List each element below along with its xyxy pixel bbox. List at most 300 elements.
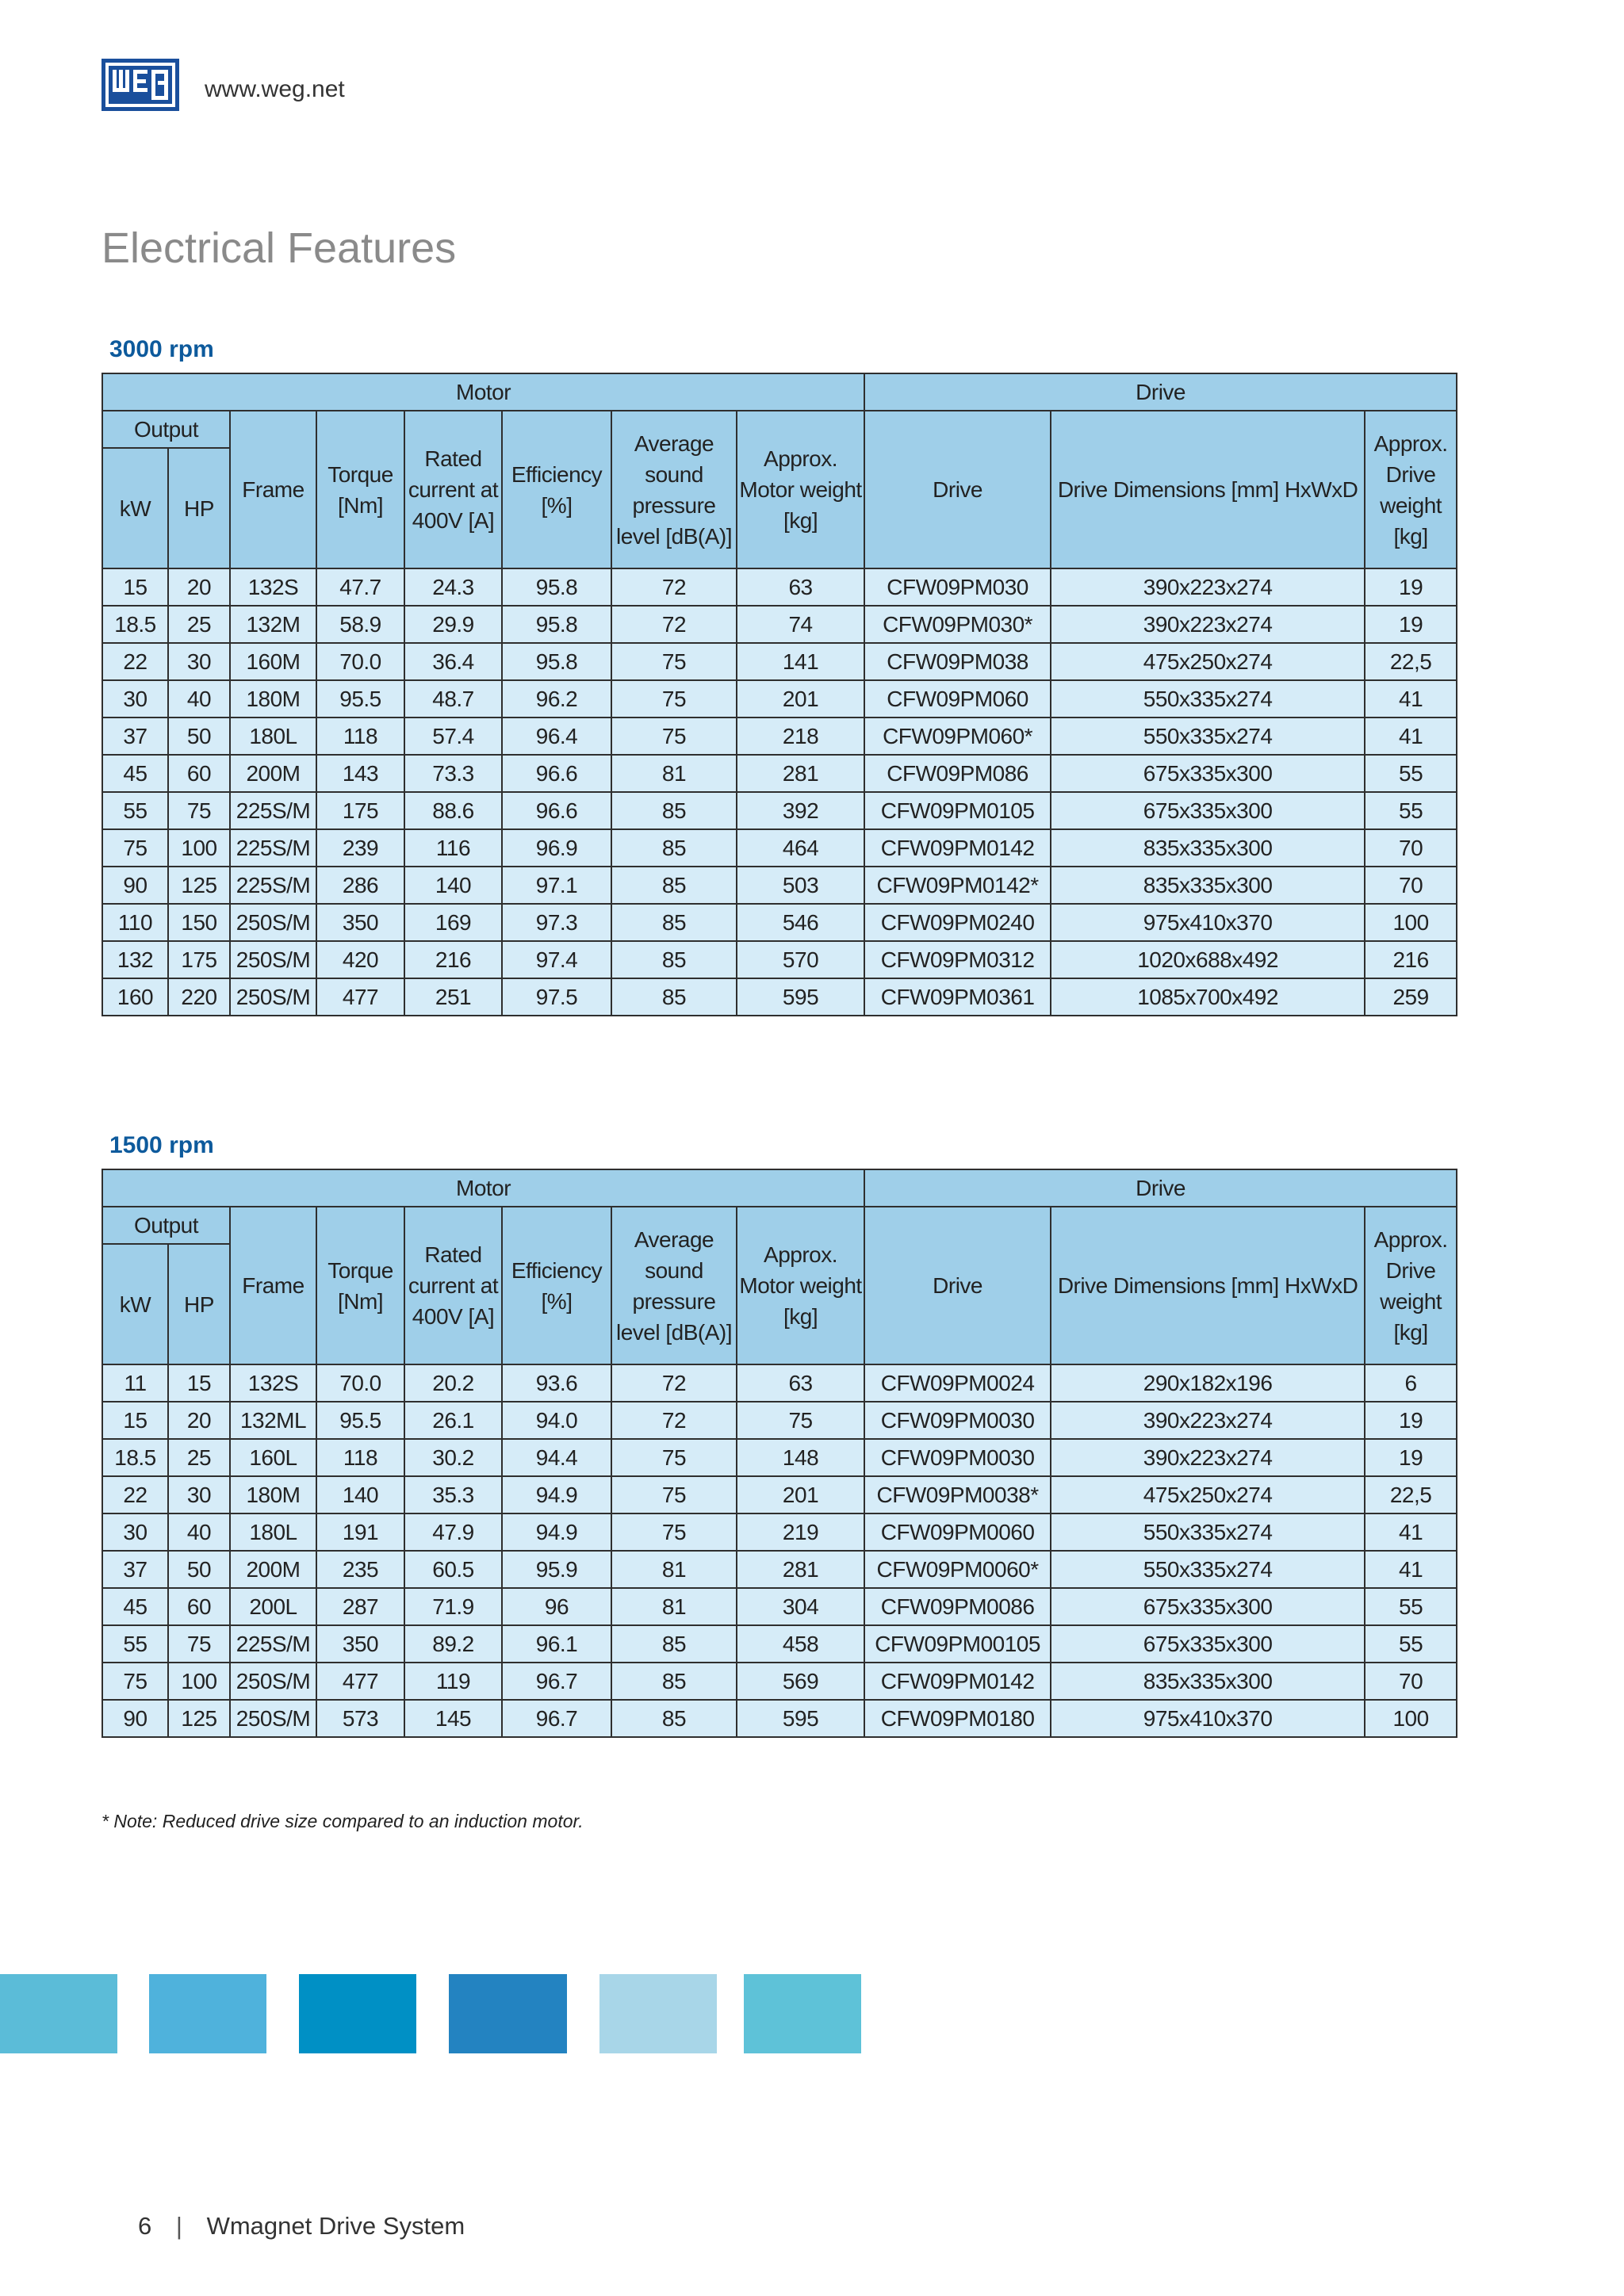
cell-motor-weight: 201 — [737, 680, 864, 718]
cell-torque: 95.5 — [316, 680, 404, 718]
cell-frame: 200M — [230, 1551, 316, 1588]
cell-torque: 70.0 — [316, 643, 404, 680]
cell-motor-weight: 304 — [737, 1588, 864, 1625]
table-row — [102, 643, 1457, 680]
cell-drive: CFW09PM030* — [864, 606, 1051, 643]
cell-sound-level: 85 — [611, 792, 737, 829]
cell-motor-weight: 75 — [737, 1402, 864, 1439]
cell-torque: 573 — [316, 1700, 404, 1737]
cell-kw: 132 — [102, 941, 168, 978]
cell-drive-weight: 100 — [1365, 904, 1457, 941]
cell-efficiency: 94.9 — [502, 1513, 611, 1551]
cell-drive: CFW09PM0180 — [864, 1700, 1051, 1737]
cell-drive-dimensions: 390x223x274 — [1051, 1402, 1365, 1439]
cell-drive-weight: 55 — [1365, 755, 1457, 792]
cell-frame: 132S — [230, 1364, 316, 1402]
table-row — [102, 1439, 1457, 1476]
header-efficiency: Efficiency [%] — [502, 1207, 611, 1364]
cell-drive: CFW09PM00105 — [864, 1625, 1051, 1663]
cell-frame: 250S/M — [230, 904, 316, 941]
table-body-1500rpm — [102, 1364, 1457, 1737]
table-row — [102, 904, 1457, 941]
cell-drive-dimensions: 550x335x274 — [1051, 1551, 1365, 1588]
header-hp: HP — [168, 1244, 230, 1364]
cell-motor-weight: 546 — [737, 904, 864, 941]
cell-kw: 15 — [102, 1402, 168, 1439]
cell-sound-level: 85 — [611, 1625, 737, 1663]
cell-drive-dimensions: 975x410x370 — [1051, 904, 1365, 941]
cell-rated-current: 73.3 — [404, 755, 502, 792]
cell-kw: 45 — [102, 755, 168, 792]
cell-drive: CFW09PM0142 — [864, 1663, 1051, 1700]
cell-hp: 15 — [168, 1364, 230, 1402]
cell-sound-level: 75 — [611, 643, 737, 680]
cell-kw: 55 — [102, 792, 168, 829]
cell-rated-current: 26.1 — [404, 1402, 502, 1439]
cell-kw: 22 — [102, 643, 168, 680]
cell-motor-weight: 569 — [737, 1663, 864, 1700]
header-kw: kW — [102, 1244, 168, 1364]
cell-drive-weight: 70 — [1365, 1663, 1457, 1700]
cell-torque: 95.5 — [316, 1402, 404, 1439]
color-swatch — [0, 1974, 117, 2053]
table-row — [102, 1476, 1457, 1513]
table-row — [102, 978, 1457, 1016]
cell-kw: 90 — [102, 867, 168, 904]
cell-drive-weight: 70 — [1365, 867, 1457, 904]
cell-rated-current: 119 — [404, 1663, 502, 1700]
cell-frame: 225S/M — [230, 867, 316, 904]
page-number: 6 — [138, 2212, 152, 2240]
cell-efficiency: 94.0 — [502, 1402, 611, 1439]
table-row — [102, 867, 1457, 904]
cell-drive: CFW09PM086 — [864, 755, 1051, 792]
cell-hp: 150 — [168, 904, 230, 941]
cell-efficiency: 96.9 — [502, 829, 611, 867]
cell-kw: 30 — [102, 1513, 168, 1551]
cell-kw: 37 — [102, 718, 168, 755]
header-rated-current: Rated current at 400V [A] — [404, 1207, 502, 1364]
header-motor: Motor — [102, 373, 864, 411]
cell-motor-weight: 219 — [737, 1513, 864, 1551]
cell-kw: 110 — [102, 904, 168, 941]
cell-drive-dimensions: 835x335x300 — [1051, 867, 1365, 904]
cell-frame: 160L — [230, 1439, 316, 1476]
cell-rated-current: 60.5 — [404, 1551, 502, 1588]
cell-frame: 250S/M — [230, 978, 316, 1016]
cell-drive-weight: 22,5 — [1365, 643, 1457, 680]
table-row — [102, 1588, 1457, 1625]
header-sound-level: Average sound pressure level [dB(A)] — [611, 411, 737, 568]
header-output: Output — [102, 1207, 230, 1244]
cell-drive-dimensions: 390x223x274 — [1051, 568, 1365, 606]
header-motor-weight: Approx. Motor weight [kg] — [737, 1207, 864, 1364]
cell-torque: 235 — [316, 1551, 404, 1588]
header-drive: Drive — [864, 411, 1051, 568]
cell-torque: 118 — [316, 1439, 404, 1476]
cell-efficiency: 95.9 — [502, 1551, 611, 1588]
header-drive: Drive — [864, 1207, 1051, 1364]
cell-frame: 180L — [230, 1513, 316, 1551]
cell-frame: 225S/M — [230, 829, 316, 867]
cell-hp: 30 — [168, 1476, 230, 1513]
cell-drive-weight: 19 — [1365, 606, 1457, 643]
table-row — [102, 680, 1457, 718]
header-drive-dimensions: Drive Dimensions [mm] HxWxD — [1051, 411, 1365, 568]
page-footer — [138, 2212, 465, 2241]
cell-motor-weight: 595 — [737, 978, 864, 1016]
cell-hp: 60 — [168, 755, 230, 792]
cell-hp: 100 — [168, 829, 230, 867]
header-sound-level: Average sound pressure level [dB(A)] — [611, 1207, 737, 1364]
cell-motor-weight: 464 — [737, 829, 864, 867]
cell-drive-dimensions: 1020x688x492 — [1051, 941, 1365, 978]
cell-drive-dimensions: 675x335x300 — [1051, 792, 1365, 829]
cell-rated-current: 71.9 — [404, 1588, 502, 1625]
cell-drive-weight: 41 — [1365, 1551, 1457, 1588]
cell-drive: CFW09PM030 — [864, 568, 1051, 606]
cell-hp: 220 — [168, 978, 230, 1016]
cell-kw: 75 — [102, 1663, 168, 1700]
table-row — [102, 606, 1457, 643]
cell-sound-level: 81 — [611, 1588, 737, 1625]
cell-sound-level: 85 — [611, 941, 737, 978]
cell-motor-weight: 458 — [737, 1625, 864, 1663]
header-efficiency: Efficiency [%] — [502, 411, 611, 568]
cell-hp: 175 — [168, 941, 230, 978]
cell-sound-level: 85 — [611, 1663, 737, 1700]
cell-motor-weight: 281 — [737, 1551, 864, 1588]
cell-drive-dimensions: 475x250x274 — [1051, 1476, 1365, 1513]
cell-kw: 75 — [102, 829, 168, 867]
cell-efficiency: 93.6 — [502, 1364, 611, 1402]
cell-torque: 239 — [316, 829, 404, 867]
cell-frame: 250S/M — [230, 1663, 316, 1700]
cell-rated-current: 216 — [404, 941, 502, 978]
cell-drive-dimensions: 550x335x274 — [1051, 718, 1365, 755]
footer-separator: | — [175, 2212, 182, 2240]
table-row — [102, 829, 1457, 867]
cell-kw: 30 — [102, 680, 168, 718]
document-title: Wmagnet Drive System — [206, 2212, 465, 2240]
cell-kw: 55 — [102, 1625, 168, 1663]
table-row — [102, 1513, 1457, 1551]
cell-frame: 250S/M — [230, 941, 316, 978]
cell-efficiency: 96.1 — [502, 1625, 611, 1663]
cell-torque: 175 — [316, 792, 404, 829]
cell-drive-dimensions: 290x182x196 — [1051, 1364, 1365, 1402]
color-swatch — [299, 1974, 416, 2053]
cell-motor-weight: 148 — [737, 1439, 864, 1476]
cell-sound-level: 85 — [611, 829, 737, 867]
header-drive-dimensions: Drive Dimensions [mm] HxWxD — [1051, 1207, 1365, 1364]
cell-hp: 75 — [168, 792, 230, 829]
cell-drive-dimensions: 675x335x300 — [1051, 755, 1365, 792]
cell-rated-current: 35.3 — [404, 1476, 502, 1513]
cell-hp: 125 — [168, 867, 230, 904]
cell-kw: 37 — [102, 1551, 168, 1588]
color-swatch — [149, 1974, 266, 2053]
header-torque: Torque [Nm] — [316, 411, 404, 568]
cell-torque: 286 — [316, 867, 404, 904]
cell-efficiency: 97.4 — [502, 941, 611, 978]
table-row — [102, 1700, 1457, 1737]
table-row — [102, 1663, 1457, 1700]
cell-efficiency: 96.6 — [502, 755, 611, 792]
cell-frame: 225S/M — [230, 1625, 316, 1663]
cell-drive: CFW09PM038 — [864, 643, 1051, 680]
cell-drive-dimensions: 675x335x300 — [1051, 1625, 1365, 1663]
cell-sound-level: 85 — [611, 978, 737, 1016]
cell-drive-weight: 100 — [1365, 1700, 1457, 1737]
cell-efficiency: 96.7 — [502, 1700, 611, 1737]
table-3000rpm — [102, 373, 1457, 1016]
cell-drive-dimensions: 550x335x274 — [1051, 680, 1365, 718]
cell-drive-weight: 19 — [1365, 1402, 1457, 1439]
cell-motor-weight: 141 — [737, 643, 864, 680]
cell-frame: 200M — [230, 755, 316, 792]
cell-frame: 225S/M — [230, 792, 316, 829]
cell-drive: CFW09PM0024 — [864, 1364, 1051, 1402]
cell-drive-dimensions: 390x223x274 — [1051, 606, 1365, 643]
table-row — [102, 1402, 1457, 1439]
cell-frame: 132M — [230, 606, 316, 643]
cell-efficiency: 96 — [502, 1588, 611, 1625]
cell-drive: CFW09PM060 — [864, 680, 1051, 718]
header-drive-weight: Approx. Drive weight [kg] — [1365, 411, 1457, 568]
cell-drive-weight: 259 — [1365, 978, 1457, 1016]
cell-efficiency: 94.9 — [502, 1476, 611, 1513]
cell-rated-current: 24.3 — [404, 568, 502, 606]
cell-drive-weight: 55 — [1365, 792, 1457, 829]
cell-motor-weight: 595 — [737, 1700, 864, 1737]
cell-drive: CFW09PM0038* — [864, 1476, 1051, 1513]
cell-rated-current: 29.9 — [404, 606, 502, 643]
cell-kw: 18.5 — [102, 1439, 168, 1476]
cell-frame: 132ML — [230, 1402, 316, 1439]
cell-torque: 58.9 — [316, 606, 404, 643]
header-hp: HP — [168, 448, 230, 568]
table-1500rpm — [102, 1169, 1457, 1738]
cell-sound-level: 75 — [611, 1513, 737, 1551]
cell-efficiency: 96.6 — [502, 792, 611, 829]
cell-drive-dimensions: 550x335x274 — [1051, 1513, 1365, 1551]
cell-drive: CFW09PM0060* — [864, 1551, 1051, 1588]
cell-hp: 50 — [168, 718, 230, 755]
cell-frame: 180M — [230, 680, 316, 718]
cell-frame: 160M — [230, 643, 316, 680]
table-row — [102, 1364, 1457, 1402]
table-row — [102, 1551, 1457, 1588]
cell-drive: CFW09PM0030 — [864, 1402, 1051, 1439]
cell-rated-current: 116 — [404, 829, 502, 867]
website-url[interactable]: www.weg.net — [205, 76, 345, 102]
header-drive-group: Drive — [864, 373, 1457, 411]
weg-logo — [102, 59, 179, 111]
cell-hp: 75 — [168, 1625, 230, 1663]
cell-motor-weight: 570 — [737, 941, 864, 978]
cell-frame: 250S/M — [230, 1700, 316, 1737]
footnote: * Note: Reduced drive size compared to an induction motor. — [102, 1811, 584, 1831]
cell-kw: 90 — [102, 1700, 168, 1737]
cell-efficiency: 95.8 — [502, 568, 611, 606]
cell-drive: CFW09PM0312 — [864, 941, 1051, 978]
cell-drive: CFW09PM0240 — [864, 904, 1051, 941]
cell-rated-current: 169 — [404, 904, 502, 941]
cell-kw: 15 — [102, 568, 168, 606]
cell-rated-current: 30.2 — [404, 1439, 502, 1476]
cell-hp: 25 — [168, 606, 230, 643]
header-torque: Torque [Nm] — [316, 1207, 404, 1364]
table-row — [102, 718, 1457, 755]
cell-hp: 100 — [168, 1663, 230, 1700]
header-kw: kW — [102, 448, 168, 568]
cell-frame: 132S — [230, 568, 316, 606]
section-title-1500rpm: 1500 rpm — [109, 1132, 214, 1158]
cell-frame: 180M — [230, 1476, 316, 1513]
header-frame: Frame — [230, 411, 316, 568]
cell-sound-level: 75 — [611, 1439, 737, 1476]
color-swatch — [744, 1974, 861, 2053]
cell-sound-level: 72 — [611, 1402, 737, 1439]
cell-rated-current: 57.4 — [404, 718, 502, 755]
section-title-3000rpm: 3000 rpm — [109, 336, 214, 362]
cell-efficiency: 96.7 — [502, 1663, 611, 1700]
cell-torque: 191 — [316, 1513, 404, 1551]
cell-kw: 18.5 — [102, 606, 168, 643]
cell-torque: 350 — [316, 904, 404, 941]
cell-sound-level: 75 — [611, 680, 737, 718]
cell-sound-level: 85 — [611, 867, 737, 904]
cell-drive-weight: 19 — [1365, 1439, 1457, 1476]
cell-drive: CFW09PM0142 — [864, 829, 1051, 867]
cell-torque: 118 — [316, 718, 404, 755]
cell-torque: 350 — [316, 1625, 404, 1663]
cell-drive-dimensions: 390x223x274 — [1051, 1439, 1365, 1476]
cell-torque: 143 — [316, 755, 404, 792]
table-row — [102, 941, 1457, 978]
cell-sound-level: 81 — [611, 1551, 737, 1588]
cell-drive: CFW09PM0086 — [864, 1588, 1051, 1625]
cell-drive-weight: 6 — [1365, 1364, 1457, 1402]
cell-hp: 125 — [168, 1700, 230, 1737]
cell-sound-level: 85 — [611, 904, 737, 941]
cell-hp: 20 — [168, 568, 230, 606]
cell-sound-level: 72 — [611, 1364, 737, 1402]
cell-torque: 47.7 — [316, 568, 404, 606]
cell-kw: 45 — [102, 1588, 168, 1625]
cell-torque: 477 — [316, 1663, 404, 1700]
color-swatch — [449, 1974, 567, 2053]
cell-rated-current: 140 — [404, 867, 502, 904]
cell-drive-weight: 22,5 — [1365, 1476, 1457, 1513]
cell-efficiency: 97.1 — [502, 867, 611, 904]
cell-rated-current: 251 — [404, 978, 502, 1016]
cell-drive-dimensions: 475x250x274 — [1051, 643, 1365, 680]
cell-sound-level: 72 — [611, 606, 737, 643]
table-body-3000rpm — [102, 568, 1457, 1016]
header-motor-weight: Approx. Motor weight [kg] — [737, 411, 864, 568]
cell-hp: 40 — [168, 1513, 230, 1551]
color-swatch — [599, 1974, 717, 2053]
header-motor: Motor — [102, 1169, 864, 1207]
cell-kw: 22 — [102, 1476, 168, 1513]
cell-torque: 477 — [316, 978, 404, 1016]
cell-motor-weight: 503 — [737, 867, 864, 904]
cell-motor-weight: 218 — [737, 718, 864, 755]
cell-efficiency: 96.2 — [502, 680, 611, 718]
table-row — [102, 792, 1457, 829]
cell-motor-weight: 201 — [737, 1476, 864, 1513]
cell-drive-weight: 41 — [1365, 1513, 1457, 1551]
cell-hp: 25 — [168, 1439, 230, 1476]
cell-hp: 60 — [168, 1588, 230, 1625]
cell-drive: CFW09PM0361 — [864, 978, 1051, 1016]
cell-sound-level: 75 — [611, 1476, 737, 1513]
cell-efficiency: 97.3 — [502, 904, 611, 941]
cell-rated-current: 47.9 — [404, 1513, 502, 1551]
cell-frame: 200L — [230, 1588, 316, 1625]
header-drive-group: Drive — [864, 1169, 1457, 1207]
header-rated-current: Rated current at 400V [A] — [404, 411, 502, 568]
cell-rated-current: 89.2 — [404, 1625, 502, 1663]
cell-hp: 20 — [168, 1402, 230, 1439]
cell-hp: 40 — [168, 680, 230, 718]
cell-hp: 50 — [168, 1551, 230, 1588]
cell-drive-dimensions: 1085x700x492 — [1051, 978, 1365, 1016]
table-row — [102, 755, 1457, 792]
cell-drive: CFW09PM0060 — [864, 1513, 1051, 1551]
cell-sound-level: 72 — [611, 568, 737, 606]
cell-drive-weight: 41 — [1365, 680, 1457, 718]
cell-motor-weight: 281 — [737, 755, 864, 792]
cell-drive-dimensions: 835x335x300 — [1051, 1663, 1365, 1700]
cell-torque: 287 — [316, 1588, 404, 1625]
cell-kw: 160 — [102, 978, 168, 1016]
cell-torque: 420 — [316, 941, 404, 978]
cell-drive: CFW09PM0105 — [864, 792, 1051, 829]
cell-efficiency: 94.4 — [502, 1439, 611, 1476]
cell-drive-dimensions: 675x335x300 — [1051, 1588, 1365, 1625]
cell-rated-current: 20.2 — [404, 1364, 502, 1402]
cell-drive: CFW09PM0142* — [864, 867, 1051, 904]
table-row — [102, 1625, 1457, 1663]
cell-drive-dimensions: 835x335x300 — [1051, 829, 1365, 867]
cell-sound-level: 75 — [611, 718, 737, 755]
cell-drive-weight: 41 — [1365, 718, 1457, 755]
cell-drive-dimensions: 975x410x370 — [1051, 1700, 1365, 1737]
cell-motor-weight: 74 — [737, 606, 864, 643]
header-output: Output — [102, 411, 230, 448]
cell-rated-current: 88.6 — [404, 792, 502, 829]
cell-sound-level: 81 — [611, 755, 737, 792]
cell-rated-current: 48.7 — [404, 680, 502, 718]
cell-drive-weight: 216 — [1365, 941, 1457, 978]
cell-efficiency: 95.8 — [502, 643, 611, 680]
cell-drive-weight: 19 — [1365, 568, 1457, 606]
header-drive-weight: Approx. Drive weight [kg] — [1365, 1207, 1457, 1364]
cell-hp: 30 — [168, 643, 230, 680]
cell-motor-weight: 63 — [737, 568, 864, 606]
cell-torque: 140 — [316, 1476, 404, 1513]
cell-frame: 180L — [230, 718, 316, 755]
cell-torque: 70.0 — [316, 1364, 404, 1402]
cell-kw: 11 — [102, 1364, 168, 1402]
cell-drive-weight: 70 — [1365, 829, 1457, 867]
page-title: Electrical Features — [102, 224, 457, 272]
cell-rated-current: 145 — [404, 1700, 502, 1737]
cell-drive-weight: 55 — [1365, 1588, 1457, 1625]
